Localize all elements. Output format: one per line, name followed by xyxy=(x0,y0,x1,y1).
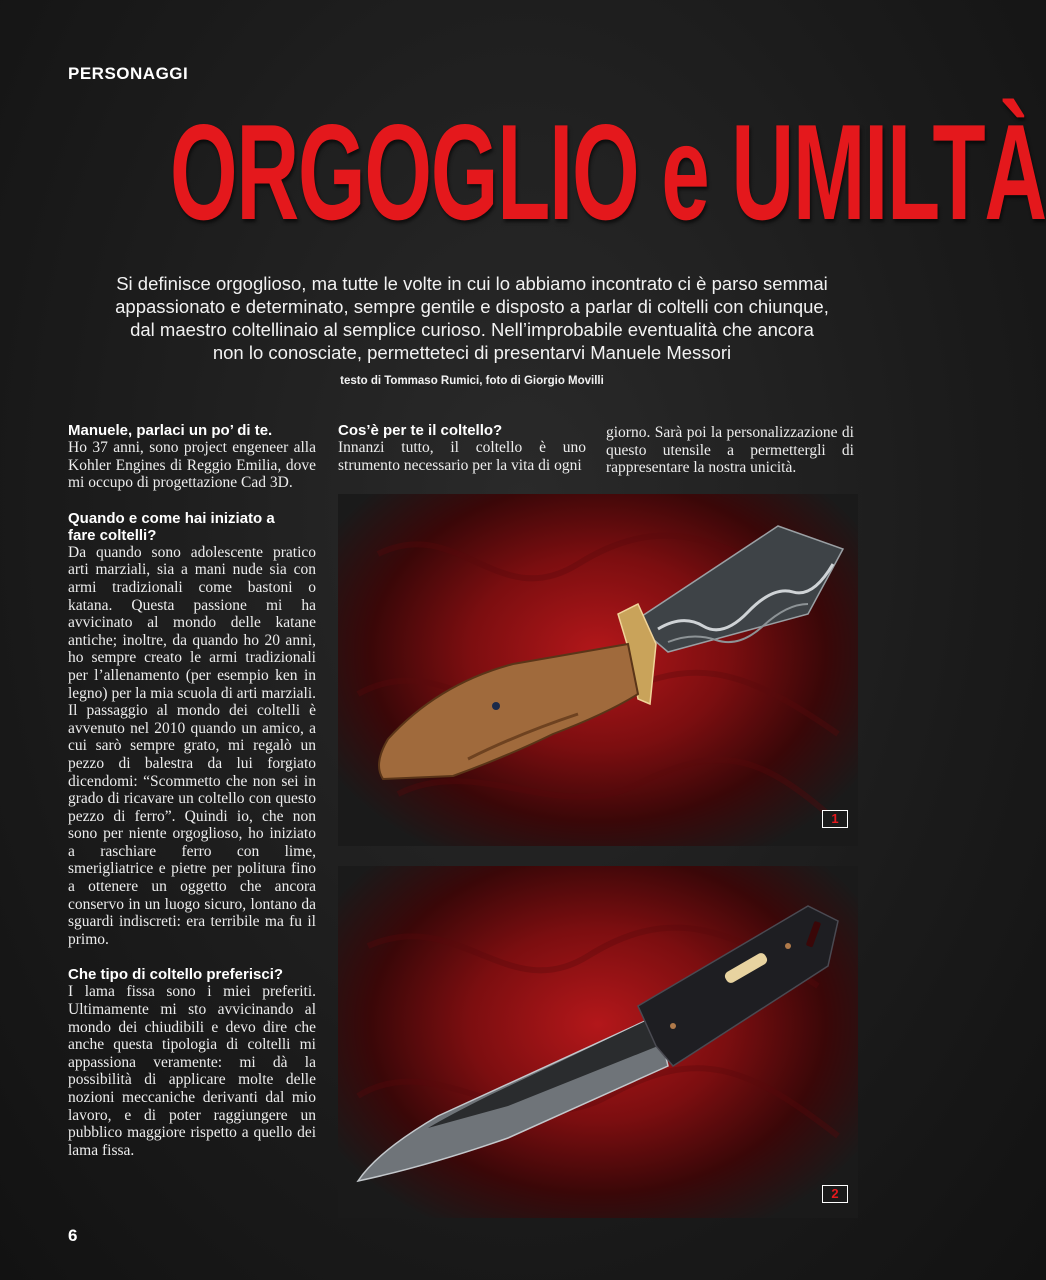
answer-text: I lama fissa sono i miei preferiti. Ultimamente mi sto avvicinando al mondo dei chiudibili e devo dire che anche questa tipologia di coltelli mi appassiona veramente: mi dà la possibilità di applicare molte delle nozioni meccaniche derivanti dal mio lavoro, e di poter raggiungere un pubblico maggiore rispetto a quello dei lama fissa. xyxy=(68,983,316,1159)
question-heading: Cos’è per te il coltello? xyxy=(338,422,503,439)
intro-line: appassionato e determinato, sempre gentile e disposto a parlar di coltelli con chiunque, xyxy=(115,296,829,317)
photo-badge-1: 1 xyxy=(822,810,848,828)
intro-line: Si definisce orgoglioso, ma tutte le volte in cui lo abbiamo incontrato ci è parso semmai xyxy=(116,273,828,294)
knife-2-illustration xyxy=(338,866,858,1218)
intro-line: dal maestro coltellinaio al semplice curioso. Nell’improbabile eventualità che ancora xyxy=(130,319,814,340)
question-heading: Che tipo di coltello preferisci? xyxy=(68,966,284,984)
knife-photo-1 xyxy=(338,494,858,846)
intro-line: non lo conosciate, permetteteci di presentarvi Manuele Messori xyxy=(212,342,732,363)
knife-photo-2 xyxy=(338,866,858,1218)
page-number: 6 xyxy=(68,1226,78,1245)
question-heading: Quando e come hai iniziato a fare coltelli? xyxy=(68,509,275,544)
knife-1-illustration xyxy=(338,494,858,846)
question-heading: Manuele, parlaci un po’ di te. xyxy=(68,422,273,439)
answer-text: Innanzi tutto, il coltello è uno strumento necessario per la vita di ogni xyxy=(338,439,586,474)
credits: testo di Tommaso Rumici, foto di Giorgio Movilli xyxy=(340,375,604,387)
answer-text: Ho 37 anni, sono project engeneer alla Kohler Engines di Reggio Emilia, dove mi occupo di progettazione Cad 3D. xyxy=(68,439,316,492)
headline: ORGOGLIO e UMILTÀ xyxy=(169,96,1046,248)
answer-text-continued: giorno. Sarà poi la personalizzazione di questo utensile a permettergli di rappresentare la nostra unicità. xyxy=(606,424,854,477)
answer-text: Da quando sono adolescente pratico arti marziali, sia a mani nude sia con armi tradizionali come bastoni o katana. Questa passione mi ha avvicinato al mondo delle katane antiche; inoltre, da quando ho 20 anni, ho sempre creato le armi tradizionali per l’allenamento (per esempio ken in legno) per la mia scuola di arti marziali. Il passaggio al mondo dei coltelli è avvenuto nel 2010 quando un amico, a cui sarò sempre grato, mi regalò un pezzo di balestra da lui forgiato dicendomi: “Scommetto che non sei in grado di ricavare un coltello con questo pezzo di ferro”. Quindi io, che non sono per niente orgoglioso, ho iniziato a raschiare ferro con lime, smerigliatrice e pietre per politura fino a ottenere un oggetto che ancora conservo in un luogo sicuro, lontano da sguardi indiscreti: era terribile ma fu il primo. xyxy=(68,543,316,948)
section-label: PERSONAGGI xyxy=(68,64,189,83)
column-3 xyxy=(606,424,854,477)
column-2 xyxy=(338,422,586,474)
column-1 xyxy=(68,422,316,1159)
photo-badge-2: 2 xyxy=(822,1185,848,1203)
intro-paragraph xyxy=(70,272,874,364)
